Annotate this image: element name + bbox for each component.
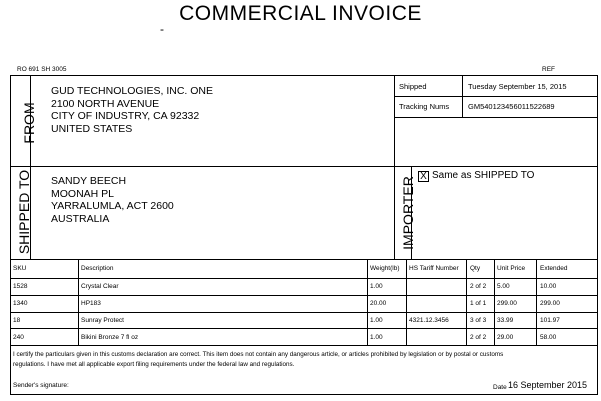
- cell-sku: 1528: [13, 283, 28, 290]
- signature-label: Sender's signature:: [13, 382, 69, 389]
- tracking-value: GM540123456011522689: [468, 102, 555, 111]
- cell-weight: 20.00: [370, 300, 387, 307]
- reference-label: REF: [542, 66, 555, 73]
- cell-weight: 1.00: [370, 317, 383, 324]
- cell-description: Sunray Protect: [81, 317, 124, 324]
- cell-qty: 2 of 2: [470, 334, 487, 341]
- from-line: GUD TECHNOLOGIES, INC. ONE: [51, 85, 213, 97]
- header-weight: Weight(lb): [370, 265, 400, 272]
- col-divider: [536, 259, 537, 345]
- header-description: Description: [81, 265, 114, 272]
- cell-unit-price: 33.99: [497, 317, 514, 324]
- shipped-to-line: MOONAH PL: [51, 187, 115, 200]
- divider-from: [10, 166, 598, 167]
- cell-sku: 1340: [13, 300, 28, 307]
- header-qty: Qty: [470, 265, 481, 272]
- from-address: [51, 85, 213, 135]
- shipped-to-line: SANDY BEECH: [51, 175, 127, 187]
- shipped-label: Shipped: [399, 82, 427, 91]
- cell-extended: 299.00: [540, 300, 560, 307]
- date-value: 16 September 2015: [508, 380, 588, 390]
- col-divider: [367, 259, 368, 345]
- divider-shipped-to: [10, 259, 598, 260]
- cell-unit-price: 5.00: [497, 283, 510, 290]
- col-divider: [406, 259, 407, 345]
- cell-description: Bikini Bronze 7 fl oz: [81, 334, 139, 341]
- col-divider: [78, 259, 79, 345]
- header-hs-tariff: HS Tariff Number: [409, 265, 459, 272]
- date-label: Date: [493, 384, 507, 391]
- cell-qty: 1 of 1: [470, 300, 487, 307]
- from-line: UNITED STATES: [51, 122, 133, 135]
- table-bottom-divider: [10, 345, 598, 346]
- table-row-divider: [10, 328, 598, 329]
- tracking-label: Tracking Nums: [399, 102, 450, 111]
- same-as-shipped-label: Same as SHIPPED TO: [432, 170, 535, 181]
- col-divider: [466, 259, 467, 345]
- cell-unit-price: 29.00: [497, 334, 514, 341]
- invoice-title: COMMERCIAL INVOICE: [179, 2, 422, 25]
- cell-description: HP183: [81, 300, 101, 307]
- reference-code: RO 691 SH 3005: [17, 66, 67, 73]
- table-row-divider: [10, 312, 598, 313]
- cell-extended: 10.00: [540, 283, 557, 290]
- from-line: CITY OF INDUSTRY, CA 92332: [51, 110, 200, 122]
- cell-hs-tariff: 4321.12.3456: [409, 317, 449, 324]
- divider-tracking-row: [394, 117, 598, 118]
- header-sku: SKU: [13, 265, 27, 272]
- from-label: FROM: [21, 102, 37, 144]
- certification-line-2: regulations. I have met all applicable export filing requirements under the federal law and regulations.: [13, 361, 295, 368]
- cell-weight: 1.00: [370, 283, 383, 290]
- table-row-divider: [10, 295, 598, 296]
- cell-extended: 58.00: [540, 334, 557, 341]
- cell-qty: 2 of 2: [470, 283, 487, 290]
- from-line: 2100 NORTH AVENUE: [51, 97, 160, 110]
- header-extended: Extended: [540, 265, 568, 272]
- divider-shipped-row: [394, 96, 598, 97]
- shipped-to-label: SHIPPED TO: [16, 169, 32, 255]
- shipped-value: Tuesday September 15, 2015: [468, 82, 567, 91]
- header-unit-price: Unit Price: [497, 265, 526, 272]
- cell-description: Crystal Clear: [81, 283, 119, 290]
- table-header-divider: [10, 278, 598, 279]
- shipped-to-address: [51, 175, 174, 225]
- same-as-shipped-checkbox[interactable]: X: [418, 171, 429, 182]
- shipped-to-line: AUSTRALIA: [51, 212, 110, 225]
- cell-sku: 240: [13, 334, 24, 341]
- cell-qty: 3 of 3: [470, 317, 487, 324]
- cell-sku: 18: [13, 317, 21, 324]
- col-divider: [494, 259, 495, 345]
- cell-weight: 1.00: [370, 334, 383, 341]
- cell-extended: 101.97: [540, 317, 560, 324]
- divider-shipment-values: [462, 75, 463, 117]
- importer-label: IMPORTER: [400, 176, 416, 250]
- certification-line-1: I certify the particulars given in this customs declaration are correct. This item does not contain any dangerous article, or articles prohibited by legislation or by postal or customs: [13, 351, 504, 358]
- divider-right-column: [394, 75, 395, 259]
- invoice-subtitle: -: [160, 22, 164, 36]
- cell-unit-price: 299.00: [497, 300, 517, 307]
- shipped-to-line: YARRALUMLA, ACT 2600: [51, 200, 174, 212]
